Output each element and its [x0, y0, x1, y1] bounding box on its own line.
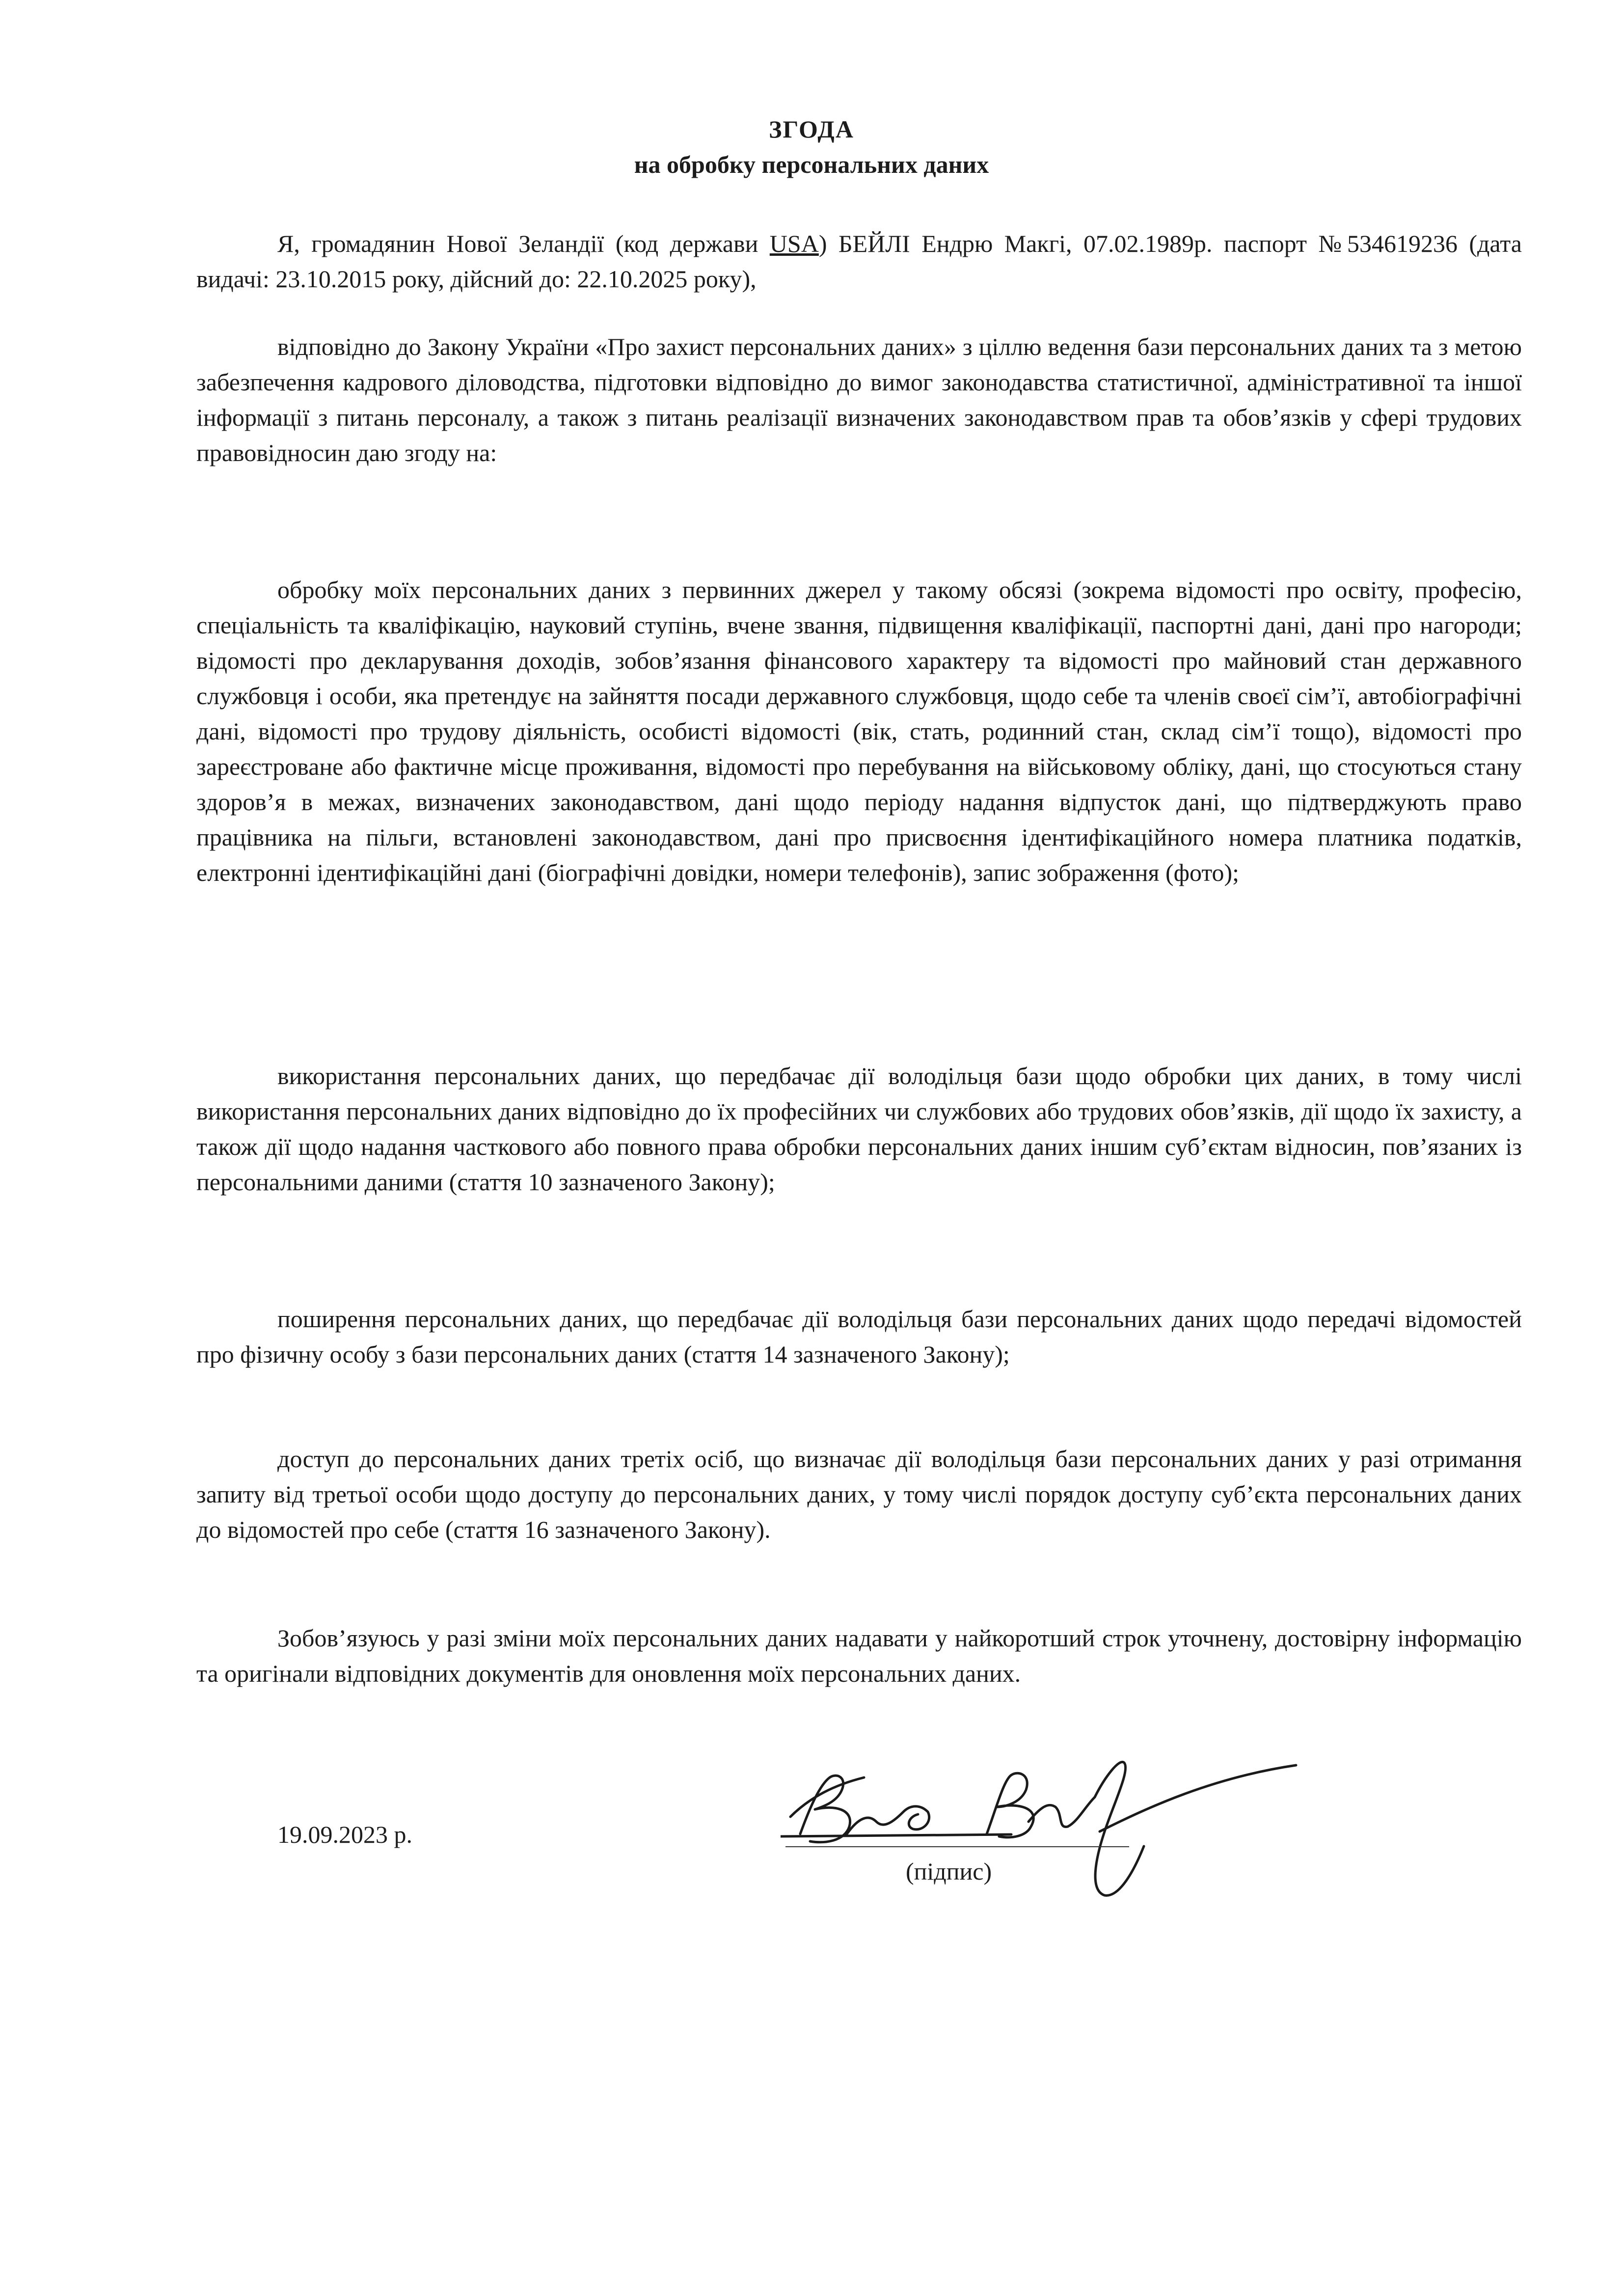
commitment-paragraph	[196, 1620, 1522, 1691]
access-paragraph	[196, 1441, 1522, 1547]
signature-caption: (підпис)	[906, 1858, 992, 1885]
document-title: ЗГОДА	[769, 115, 854, 143]
law-paragraph	[196, 329, 1522, 470]
document-subtitle: на обробку персональних даних	[634, 151, 989, 178]
handwritten-signature	[781, 1748, 1316, 1910]
processing-paragraph-text: обробку моїх персональних даних з первинних джерел у такому обсязі (зокрема відомості про освіту, професію, спеціальність та кваліфікацію, науковий ступінь, вчене звання, підвищення кваліфікації, паспортні дані, дані про нагороди; відомості про декларування доходів, зобов’язання фінансового характеру та відомості про майновий стан державного службовця і особи, яка претендує на зайняття посади державного службовця, щодо себе та членів своєї сім’ї, автобіографічні дані, відомості про трудову діяльність, особисті відомості (вік, стать, родинний стан, склад сім’ї тощо), відомості про зареєстроване або фактичне місце проживання, відомості про перебування на військовому обліку, дані, що стосуються стану здоров’я в межах, визначених законодавством, дані щодо періоду надання відпусток дані, що підтверджують право працівника на пільги, встановлені законодавством, дані про присвоєння ідентифікаційного номера платника податків, електронні ідентифікаційні дані (біографічні довідки, номери телефонів), запис зображення (фото);	[196, 576, 1522, 886]
commitment-paragraph-text: Зобов’язуюсь у разі зміни моїх персональних даних надавати у найкоротший строк уточнену, достовірну інформацію та оригінали відповідних документів для оновлення моїх персональних даних.	[196, 1624, 1522, 1687]
usage-paragraph	[196, 1058, 1522, 1200]
document-date: 19.09.2023 р.	[277, 1821, 412, 1848]
signature-line	[785, 1846, 1129, 1847]
intro-text-part1: Я, громадянин Нової Зеландії (код держави	[277, 230, 770, 257]
access-paragraph-text: доступ до персональних даних третіх осіб, що визначає дії володільця бази персональних даних у разі отримання запиту від третьої особи щодо доступу до персональних даних, у тому числі порядок доступу суб’єкта персональних даних до відомостей про себе (стаття 16 зазначеного Закону).	[196, 1445, 1522, 1543]
processing-paragraph	[196, 572, 1522, 890]
intro-text-part2: ) БЕЙЛІ Ендрю Макгі, 07.02.1989р. паспорт №534619236 (дата видачі: 23.10.2015 року, дійсний до: 22.10.2025 року),	[196, 230, 1522, 293]
law-paragraph-text: відповідно до Закону України «Про захист персональних даних» з ціллю ведення бази персональних даних та з метою забезпечення кадрового діловодства, підготовки відповідно до вимог законодавства статистичної, адміністративної та іншої інформації з питань персоналу, а також з питань реалізації визначених законодавством прав та обов’язків у сфері трудових правовідносин даю згоду на:	[196, 333, 1522, 466]
intro-paragraph	[196, 226, 1522, 297]
distribution-paragraph-text: поширення персональних даних, що передбачає дії володільця бази персональних даних щодо передачі відомостей про фізичну особу з бази персональних даних (стаття 14 зазначеного Закону);	[196, 1305, 1522, 1368]
distribution-paragraph	[196, 1301, 1522, 1372]
usage-paragraph-text: використання персональних даних, що передбачає дії володільця бази щодо обробки цих даних, в тому числі використання персональних даних відповідно до їх професійних чи службових або трудових обов’язків, дії щодо їх захисту, а також дії щодо надання часткового або повного права обробки персональних даних іншим суб’єктам відносин, пов’язаних із персональними даними (стаття 10 зазначеного Закону);	[196, 1062, 1522, 1196]
country-code: USA	[769, 230, 819, 257]
